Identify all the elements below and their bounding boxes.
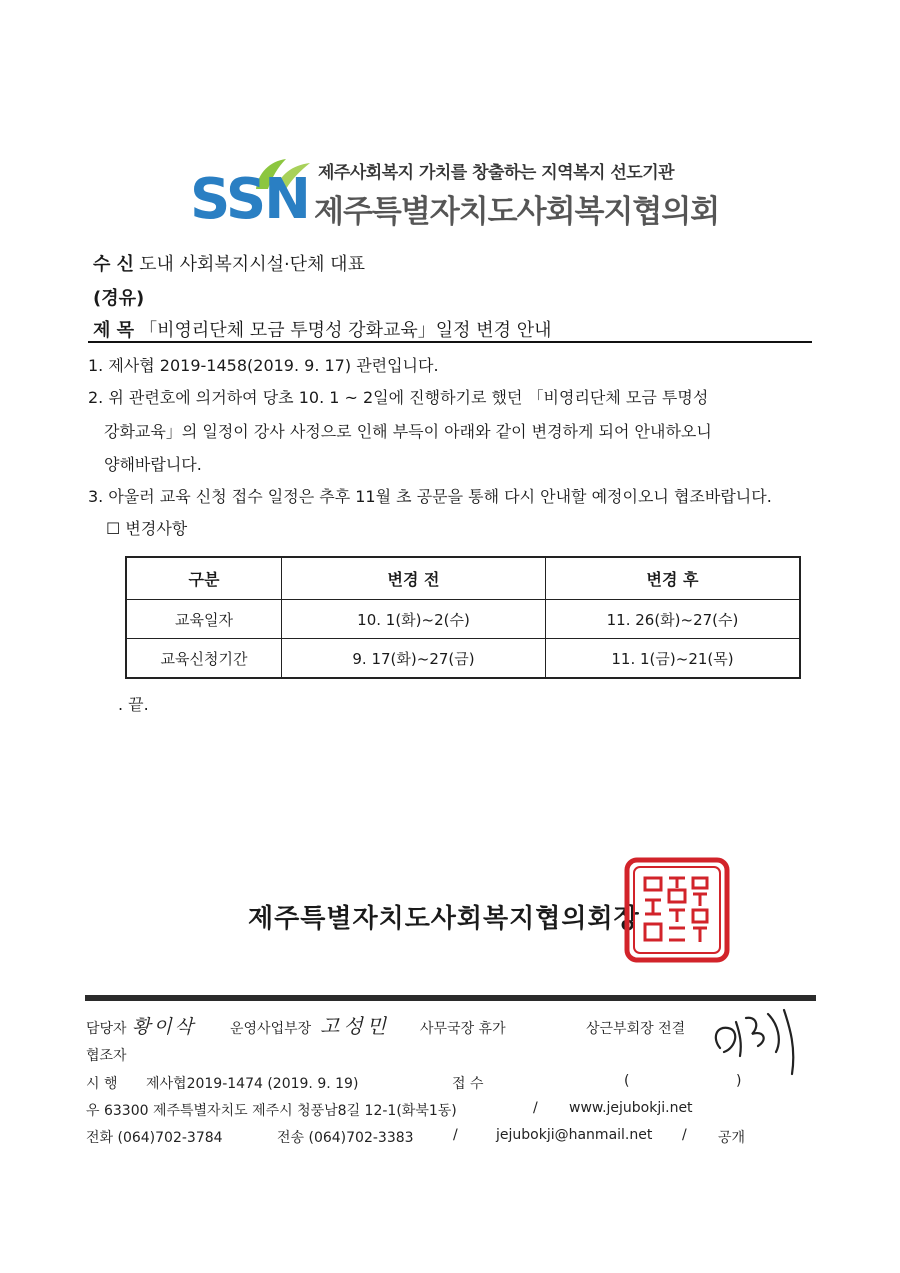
paragraph-2-line-3: 양해바랍니다.: [104, 455, 202, 474]
disclosure-status: 공개: [718, 1130, 746, 1146]
drafter-sign-text: 황이삭: [132, 1016, 197, 1038]
official-seal-icon: [623, 856, 731, 964]
separator: /: [533, 1100, 538, 1116]
secretary-general-status: 사무국장 휴가: [420, 1021, 506, 1037]
execution-number: 제사협2019-1474 (2019. 9. 19): [146, 1076, 359, 1092]
sender-title: 제주특별자치도사회복지협의회장: [248, 904, 640, 934]
drafter-signature: [132, 1010, 212, 1038]
website-link[interactable]: www.jejubokji.net: [569, 1100, 693, 1116]
table-header: 변경 전: [282, 557, 546, 600]
table-row: [126, 600, 800, 639]
table-cell: 11. 26(화)~27(수): [546, 600, 801, 639]
table-row: [126, 639, 800, 679]
vice-president-signature-icon: [706, 1004, 802, 1078]
drafter-label: 담당자: [86, 1021, 127, 1037]
execution-label: 시 행: [86, 1076, 118, 1092]
change-heading: ☐ 변경사항: [106, 519, 188, 538]
paragraph-2-line-1: 2. 위 관련호에 의거하여 당초 10. 1 ~ 2일에 진행하기로 했던 「비영리단체 모금 투명성: [88, 388, 709, 407]
receipt-open-paren: (: [624, 1073, 630, 1089]
table-header: 변경 후: [546, 557, 801, 600]
postal-address: 우 63300 제주특별자치도 제주시 청풍남8길 12-1(화북1동): [86, 1103, 457, 1119]
subject-label: 제 목: [93, 320, 135, 341]
receipt-close-paren: ): [736, 1073, 742, 1089]
paragraph-1: 1. 제사협 2019-1458(2019. 9. 17) 관련입니다.: [88, 356, 439, 375]
paragraph-3: 3. 아울러 교육 신청 접수 일정은 추후 11월 초 공문을 통해 다시 안내할 예정이오니 협조바랍니다.: [88, 487, 772, 506]
logo-org-name: 제주특별자치도사회복지협의회: [314, 194, 720, 230]
footer-divider: [85, 995, 816, 1001]
separator: /: [682, 1127, 687, 1143]
cooperator-label: 협조자: [86, 1048, 127, 1064]
table-header-row: [126, 557, 800, 600]
table-cell: 교육일자: [126, 600, 282, 639]
manager-label: 운영사업부장: [230, 1021, 312, 1037]
phone-number: 전화 (064)702-3784: [86, 1130, 223, 1146]
receipt-label: 접 수: [452, 1076, 484, 1092]
recipient-row: [93, 250, 365, 276]
schedule-table: [125, 556, 801, 679]
via-label: (경유): [93, 288, 145, 309]
manager-signature: [320, 1010, 416, 1040]
email-link[interactable]: jejubokji@hanmail.net: [496, 1127, 653, 1143]
subject-row: [93, 316, 552, 342]
table-header: 구분: [126, 557, 282, 600]
subject-value: 「비영리단체 모금 투명성 강화교육」일정 변경 안내: [139, 320, 552, 341]
separator: /: [453, 1127, 458, 1143]
table-cell: 11. 1(금)~21(목): [546, 639, 801, 679]
logo-slogan: 제주사회복지 가치를 창출하는 지역복지 선도기관: [318, 163, 675, 183]
fax-number: 전송 (064)702-3383: [277, 1130, 414, 1146]
subject-divider: [88, 341, 812, 343]
end-mark: . 끝.: [118, 695, 149, 714]
vice-president-status: 상근부회장 전결: [586, 1021, 686, 1037]
manager-sign-text: 고성민: [320, 1014, 390, 1038]
recipient-value: 도내 사회복지시설·단체 대표: [139, 254, 365, 275]
table-cell: 10. 1(화)~2(수): [282, 600, 546, 639]
table-cell: 9. 17(화)~27(금): [282, 639, 546, 679]
logo-mark: SSN: [190, 167, 310, 232]
table-cell: 교육신청기간: [126, 639, 282, 679]
recipient-label: 수 신: [93, 254, 135, 275]
paragraph-2-line-2: 강화교육」의 일정이 강사 사정으로 인해 부득이 아래와 같이 변경하게 되어 안내하오니: [104, 422, 712, 441]
